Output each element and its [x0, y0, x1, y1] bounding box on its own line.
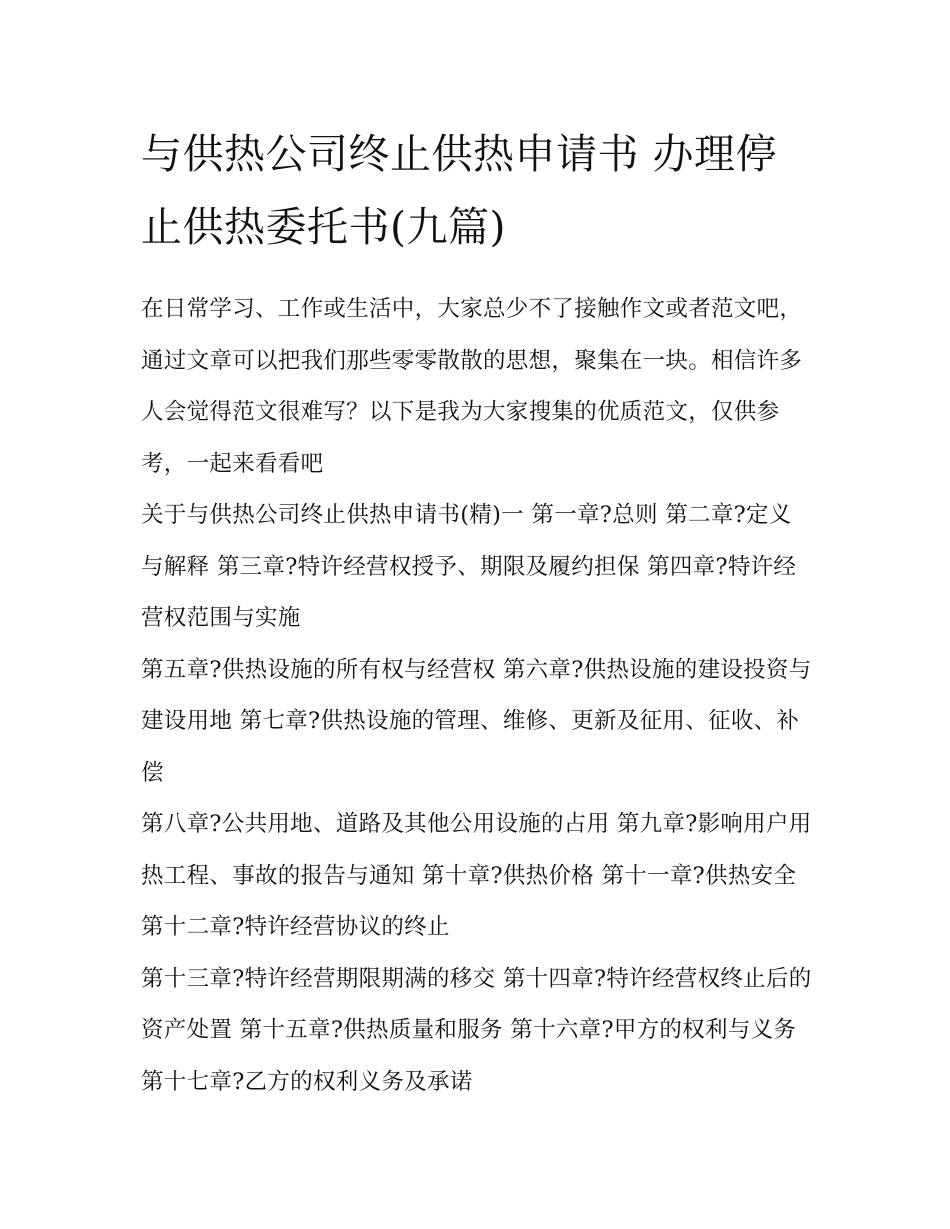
document-title: 与供热公司终止供热申请书 办理停止供热委托书(九篇): [141, 130, 778, 251]
chapter-list-paragraph-4: 第十三章?特许经营期限期满的移交 第十四章?特许经营权终止后的资产处置 第十五章?供热质量和服务 第十六章?甲方的权利与义务 第十七章?乙方的权利义务及承诺: [141, 965, 812, 1095]
chapter-list-paragraph-1: 关于与供热公司终止供热申请书(精)一 第一章?总则 第二章?定义与解释 第三章?特许经营权授予、期限及履约担保 第四章?特许经营权范围与实施: [141, 502, 797, 631]
chapter-list-paragraph-2: 第五章?供热设施的所有权与经营权 第六章?供热设施的建设投资与建设用地 第七章?供热设施的管理、维修、更新及征用、征收、补偿: [141, 656, 812, 786]
document-page: [141, 118, 813, 1108]
chapter-list-paragraph-3: 第八章?公共用地、道路及其他公用设施的占用 第九章?影响用户用热工程、事故的报告与通知 第十章?供热价格 第十一章?供热安全 第十二章?特许经营协议的终止: [141, 811, 812, 940]
intro-paragraph: 在日常学习、工作或生活中，大家总少不了接触作文或者范文吧，通过文章可以把我们那些零零散散的思想，聚集在一块。相信许多人会觉得范文很难写？以下是我为大家搜集的优质范文，仅供参考，一起来看看吧: [141, 296, 803, 477]
